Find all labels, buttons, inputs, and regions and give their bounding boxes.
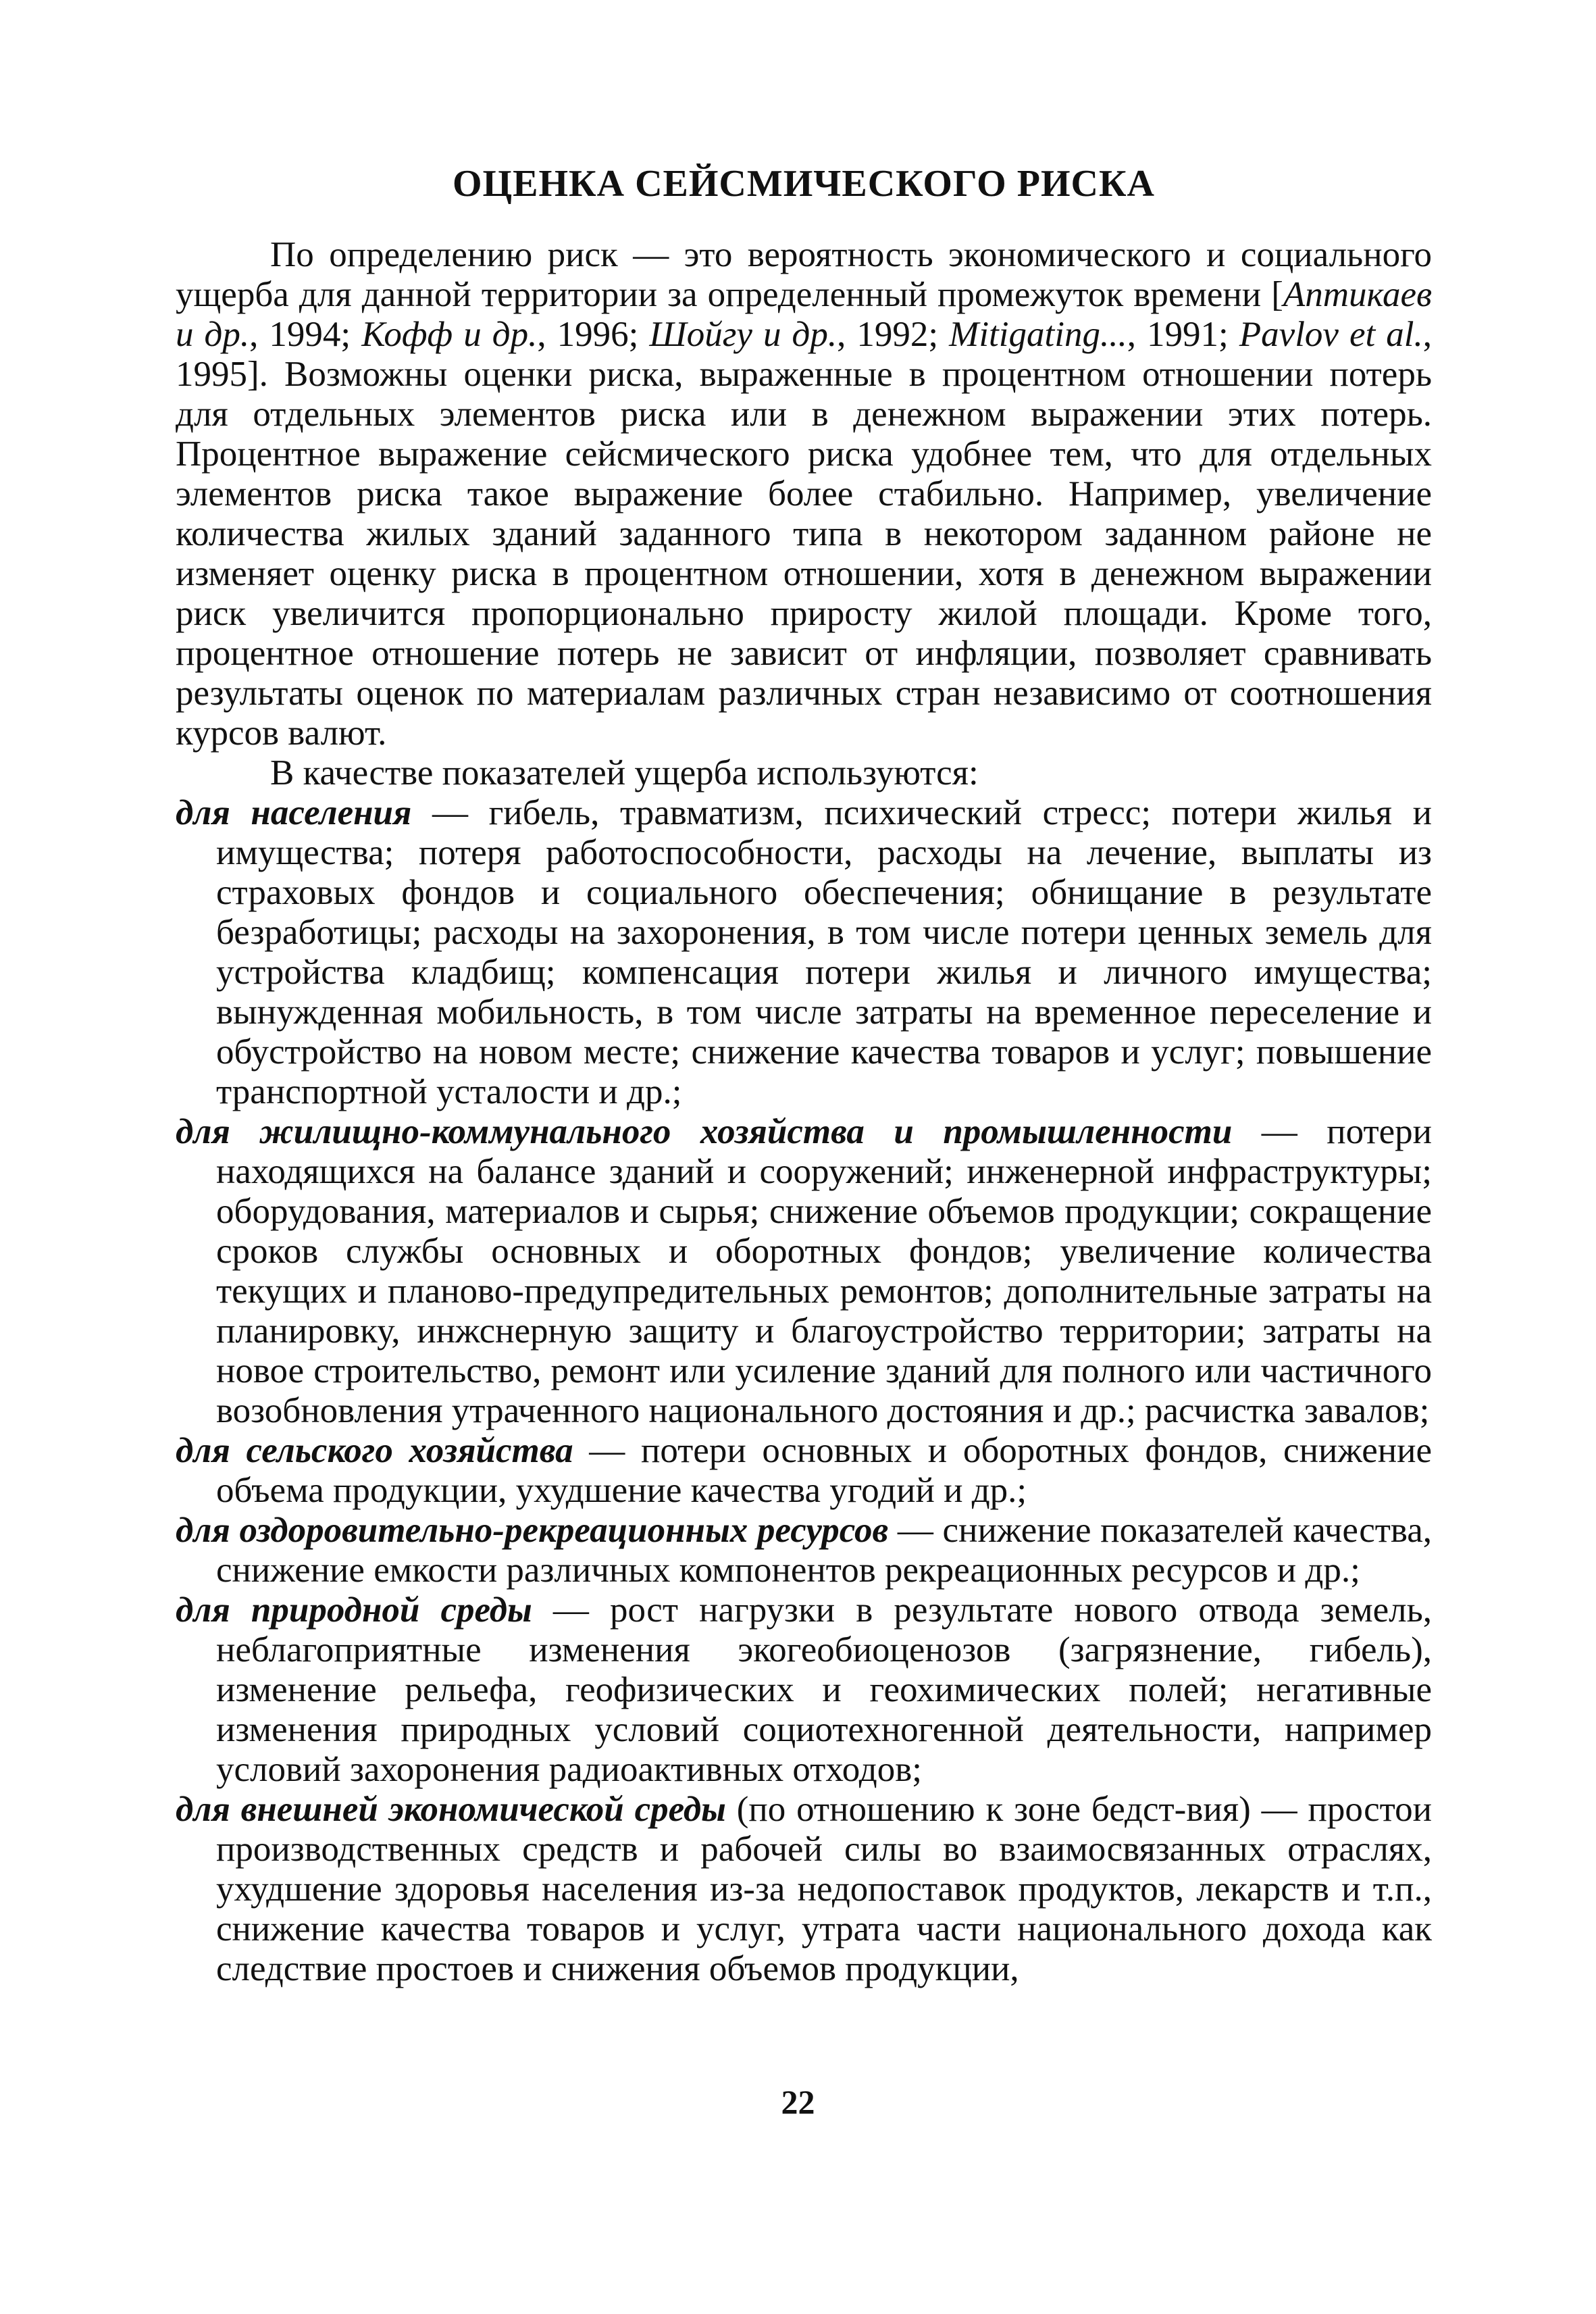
citation-year: , 1992; [837, 315, 950, 354]
list-item-housing-industry [176, 1112, 1432, 1431]
page-title: ОЦЕНКА СЕЙСМИЧЕСКОГО РИСКА [453, 163, 1155, 205]
list-item-population [176, 793, 1432, 1112]
list-item-recreation [176, 1511, 1432, 1590]
list-item-environment [176, 1590, 1432, 1790]
list-item-lead: для природной среды [176, 1590, 532, 1630]
list-item-agriculture [176, 1431, 1432, 1511]
citation: Кофф и др. [361, 315, 538, 354]
paragraph-text: По определению риск — это вероятность экономического и социального ущерба для данной территории за определенный промежуток времени [ [176, 235, 1432, 314]
list-item-text: — потери находящихся на балансе зданий и сооружений; инженерной инфраструктуры; оборудования, материалов и сырья; снижение объемов продукции; сокращение сроков службы основных и оборотных фондов; увеличение количества текущих и планово-предупредительных ремонтов; дополнительные затраты на планировку, инжснерную защиту и благоустройство территории; затраты на новое строительство, ремонт или усиление зданий для полного или частичного возобновления утраченного национального достояния и др.; расчистка завалов; [216, 1112, 1432, 1430]
citation: Mitigating... [949, 315, 1127, 354]
list-item-lead: для сельского хозяйства [176, 1431, 573, 1470]
citation: Аптикаев и др. [176, 275, 1432, 354]
paragraph-definition [176, 235, 1432, 753]
citation-year: , 1994; [249, 315, 362, 354]
list-item-text: — потери основных и оборотных фондов, снижение объема продукции, ухудшение качества угодий и др.; [216, 1431, 1432, 1510]
list-intro: В качестве показателей ущерба используются: [270, 753, 979, 793]
citation: Шойгу и др. [649, 315, 838, 354]
list-item-lead: для оздоровительно-рекреационных ресурсов [176, 1511, 889, 1550]
citation-year: , 1996; [537, 315, 650, 354]
citation-year: , 1991; [1127, 315, 1239, 354]
list-item-text: (по отношению к зоне бедст-вия) — простои производственных средств и рабочей силы во взаимосвязанных отраслях, ухудшение здоровья населения из-за недопоставок продуктов, лекарств и т.п., снижение качества товаров и услуг, утрата части национального дохода как следствие простоев и снижения объемов продукции, [216, 1790, 1432, 1988]
page-content [176, 162, 1432, 1989]
damage-indicators-list [176, 793, 1432, 1989]
list-item-lead: для населения [176, 793, 412, 832]
page-number: 22 [781, 2083, 815, 2121]
list-item-lead: для внешней экономической среды [176, 1790, 726, 1829]
list-item-text: — гибель, травматизм, психический стресс; потери жилья и имущества; потеря работоспособности, расходы на лечение, выплаты из страховых фондов и социального обеспечения; обнищание в результате безработицы; расходы на захоронения, в том числе потери ценных земель для устройства кладбищ; компенсация потери жилья и личного имущества; вынужденная мобильность, в том числе затраты на временное переселение и обустройство на новом месте; снижение качества товаров и услуг; повышение транспортной усталости и др.; [216, 793, 1432, 1111]
citation: Pavlov et al. [1239, 315, 1423, 354]
list-item-text: — снижение показателей качества, снижение емкости различных компонентов рекреационных ресурсов и др.; [216, 1511, 1432, 1590]
list-item-text: — рост нагрузки в результате нового отвода земель, неблагоприятные изменения экогеобиоценозов (загрязнение, гибель), изменение рельефа, геофизических и геохимических полей; негативные изменения природных условий социотехногенной деятельности, например условий захоронения радиоактивных отходов; [216, 1590, 1432, 1789]
list-item-external-economy [176, 1790, 1432, 1989]
paragraph-text: , 1995]. Возможны оценки риска, выраженные в процентном отношении потерь для отдельных элементов риска или в денежном выражении этих потерь. Процентное выражение сейсмического риска удобнее тем, что для отдельных элементов риска такое выражение более стабильно. Например, увеличение количества жилых зданий заданного типа в некотором заданном районе не изменяет оценку риска в процентном отношении, хотя в денежном выражении риск увеличится пропорционально приросту жилой площади. Кроме того, процентное отношение потерь не зависит от инфляции, позволяет сравнивать результаты оценок по материалам различных стран независимо от соотношения курсов валют. [176, 315, 1433, 753]
list-item-lead: для жилищно-коммунального хозяйства и промышленности [176, 1112, 1233, 1151]
